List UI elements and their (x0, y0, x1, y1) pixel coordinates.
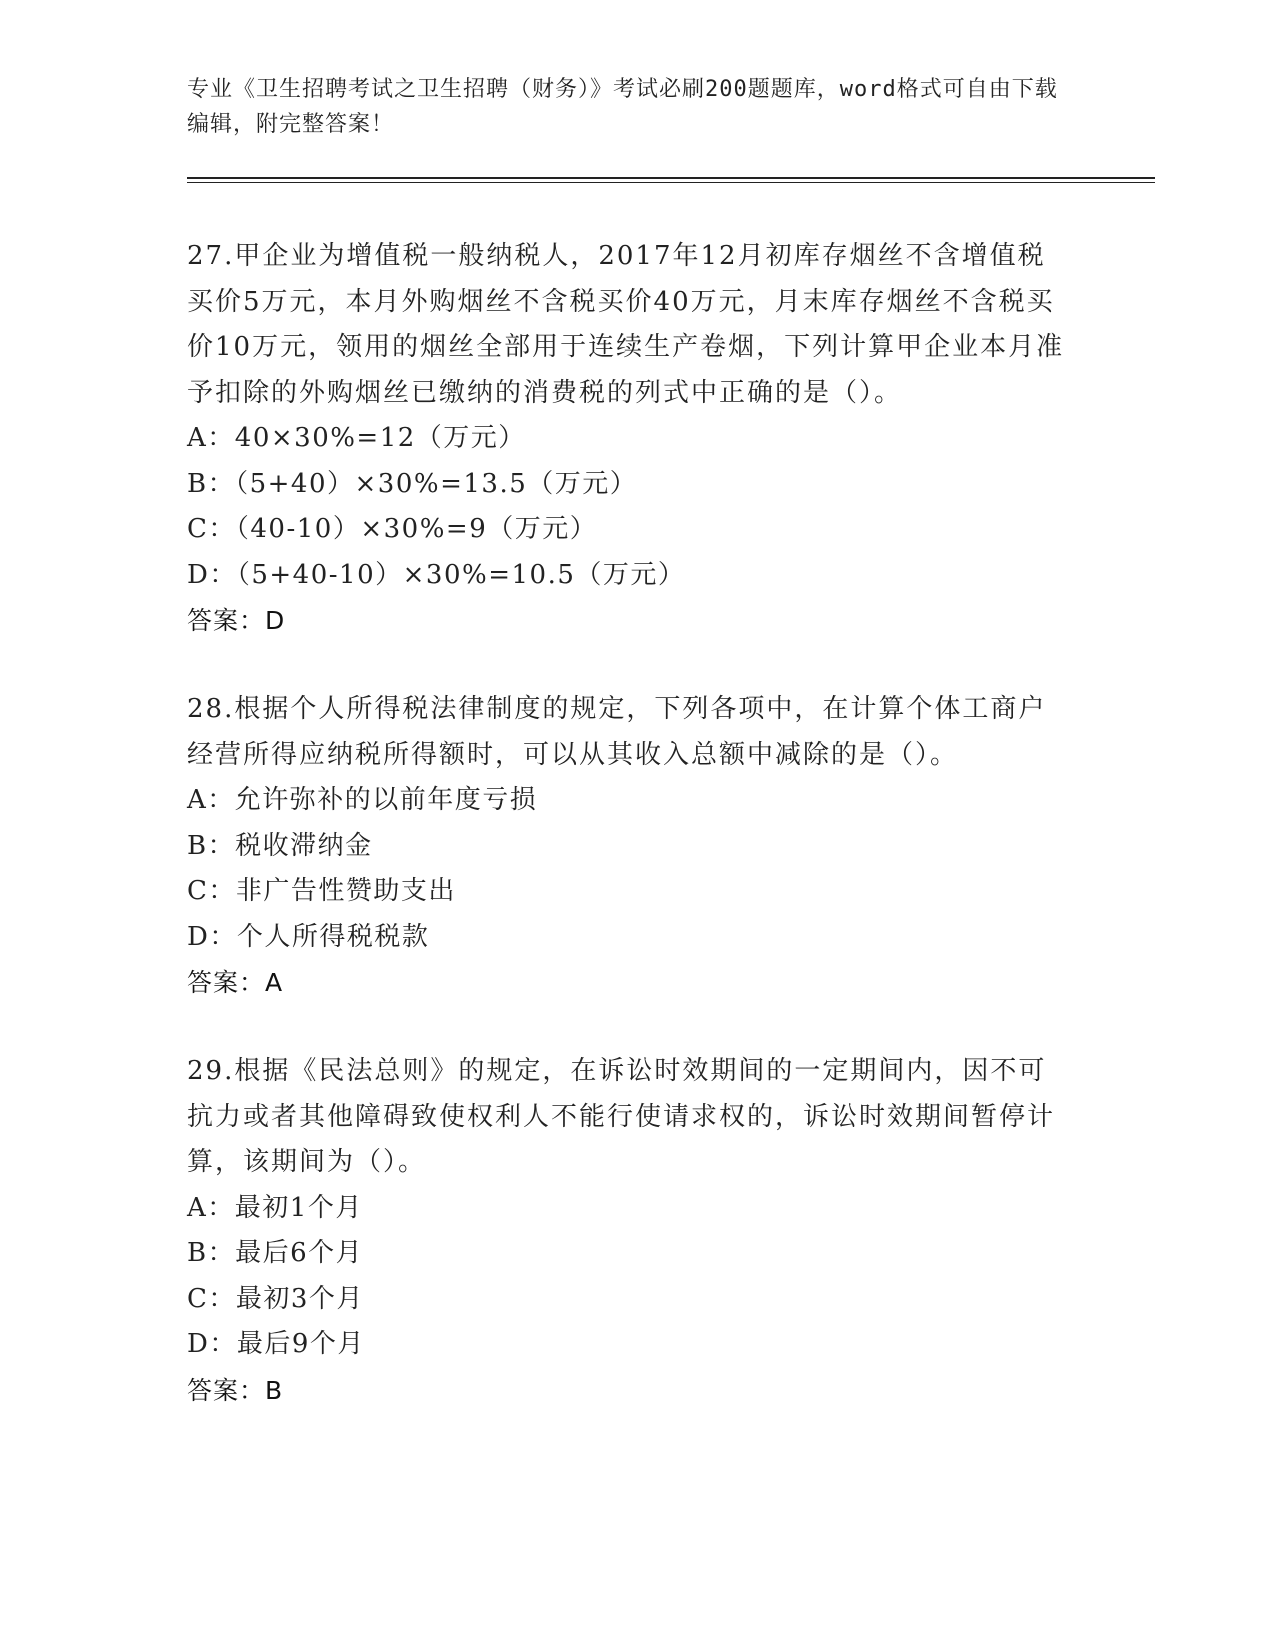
answer-line: 答案：D (187, 606, 286, 635)
document-header (187, 72, 1067, 142)
option-b: B：（5+40）×30%=13.5（万元） (187, 468, 638, 499)
header-divider (187, 177, 1155, 183)
option-a: A：40×30%=12（万元） (187, 423, 526, 453)
option-a: A：允许弥补的以前年度亏损 (187, 785, 538, 815)
option-d: D：最后9个月 (187, 1329, 365, 1359)
option-d: D：个人所得税税款 (187, 921, 430, 952)
question-29 (187, 1049, 1067, 1413)
question-27 (187, 234, 1067, 644)
question-stem: 28.根据个人所得税法律制度的规定，下列各项中，在计算个体工商户经营所得应纳税所得额时，可以从其收入总额中减除的是（）。 (187, 694, 1047, 770)
option-c: C：最初3个月 (187, 1283, 364, 1314)
option-d: D：（5+40-10）×30%=10.5（万元） (187, 559, 686, 590)
question-stem: 29.根据《民法总则》的规定，在诉讼时效期间的一定期间内，因不可抗力或者其他障碍致使权利人不能行使请求权的，诉讼时效期间暂停计算，该期间为（）。 (187, 1056, 1056, 1177)
option-a: A：最初1个月 (187, 1192, 363, 1223)
answer-line: 答案：B (187, 1375, 284, 1405)
answer-line: 答案：A (187, 968, 284, 997)
question-28 (187, 687, 1067, 1006)
option-b: B：税收滞纳金 (187, 830, 373, 861)
option-c: C：非广告性赞助支出 (187, 876, 456, 906)
question-stem: 27.甲企业为增值税一般纳税人，2017年12月初库存烟丝不含增值税买价5万元，本月外购烟丝不含税买价40万元，月末库存烟丝不含税买价10万元，领用的烟丝全部用于连续生产卷烟，下列计算甲企业本月准予扣除的外购烟丝已缴纳的消费税的列式中正确的是（）。 (187, 241, 1065, 408)
option-b: B：最后6个月 (187, 1238, 364, 1268)
option-c: C：（40-10）×30%=9（万元） (187, 514, 598, 544)
header-text: 专业《卫生招聘考试之卫生招聘（财务）》考试必刷200题题库，word格式可自由下载编辑，附完整答案！ (187, 77, 1058, 137)
